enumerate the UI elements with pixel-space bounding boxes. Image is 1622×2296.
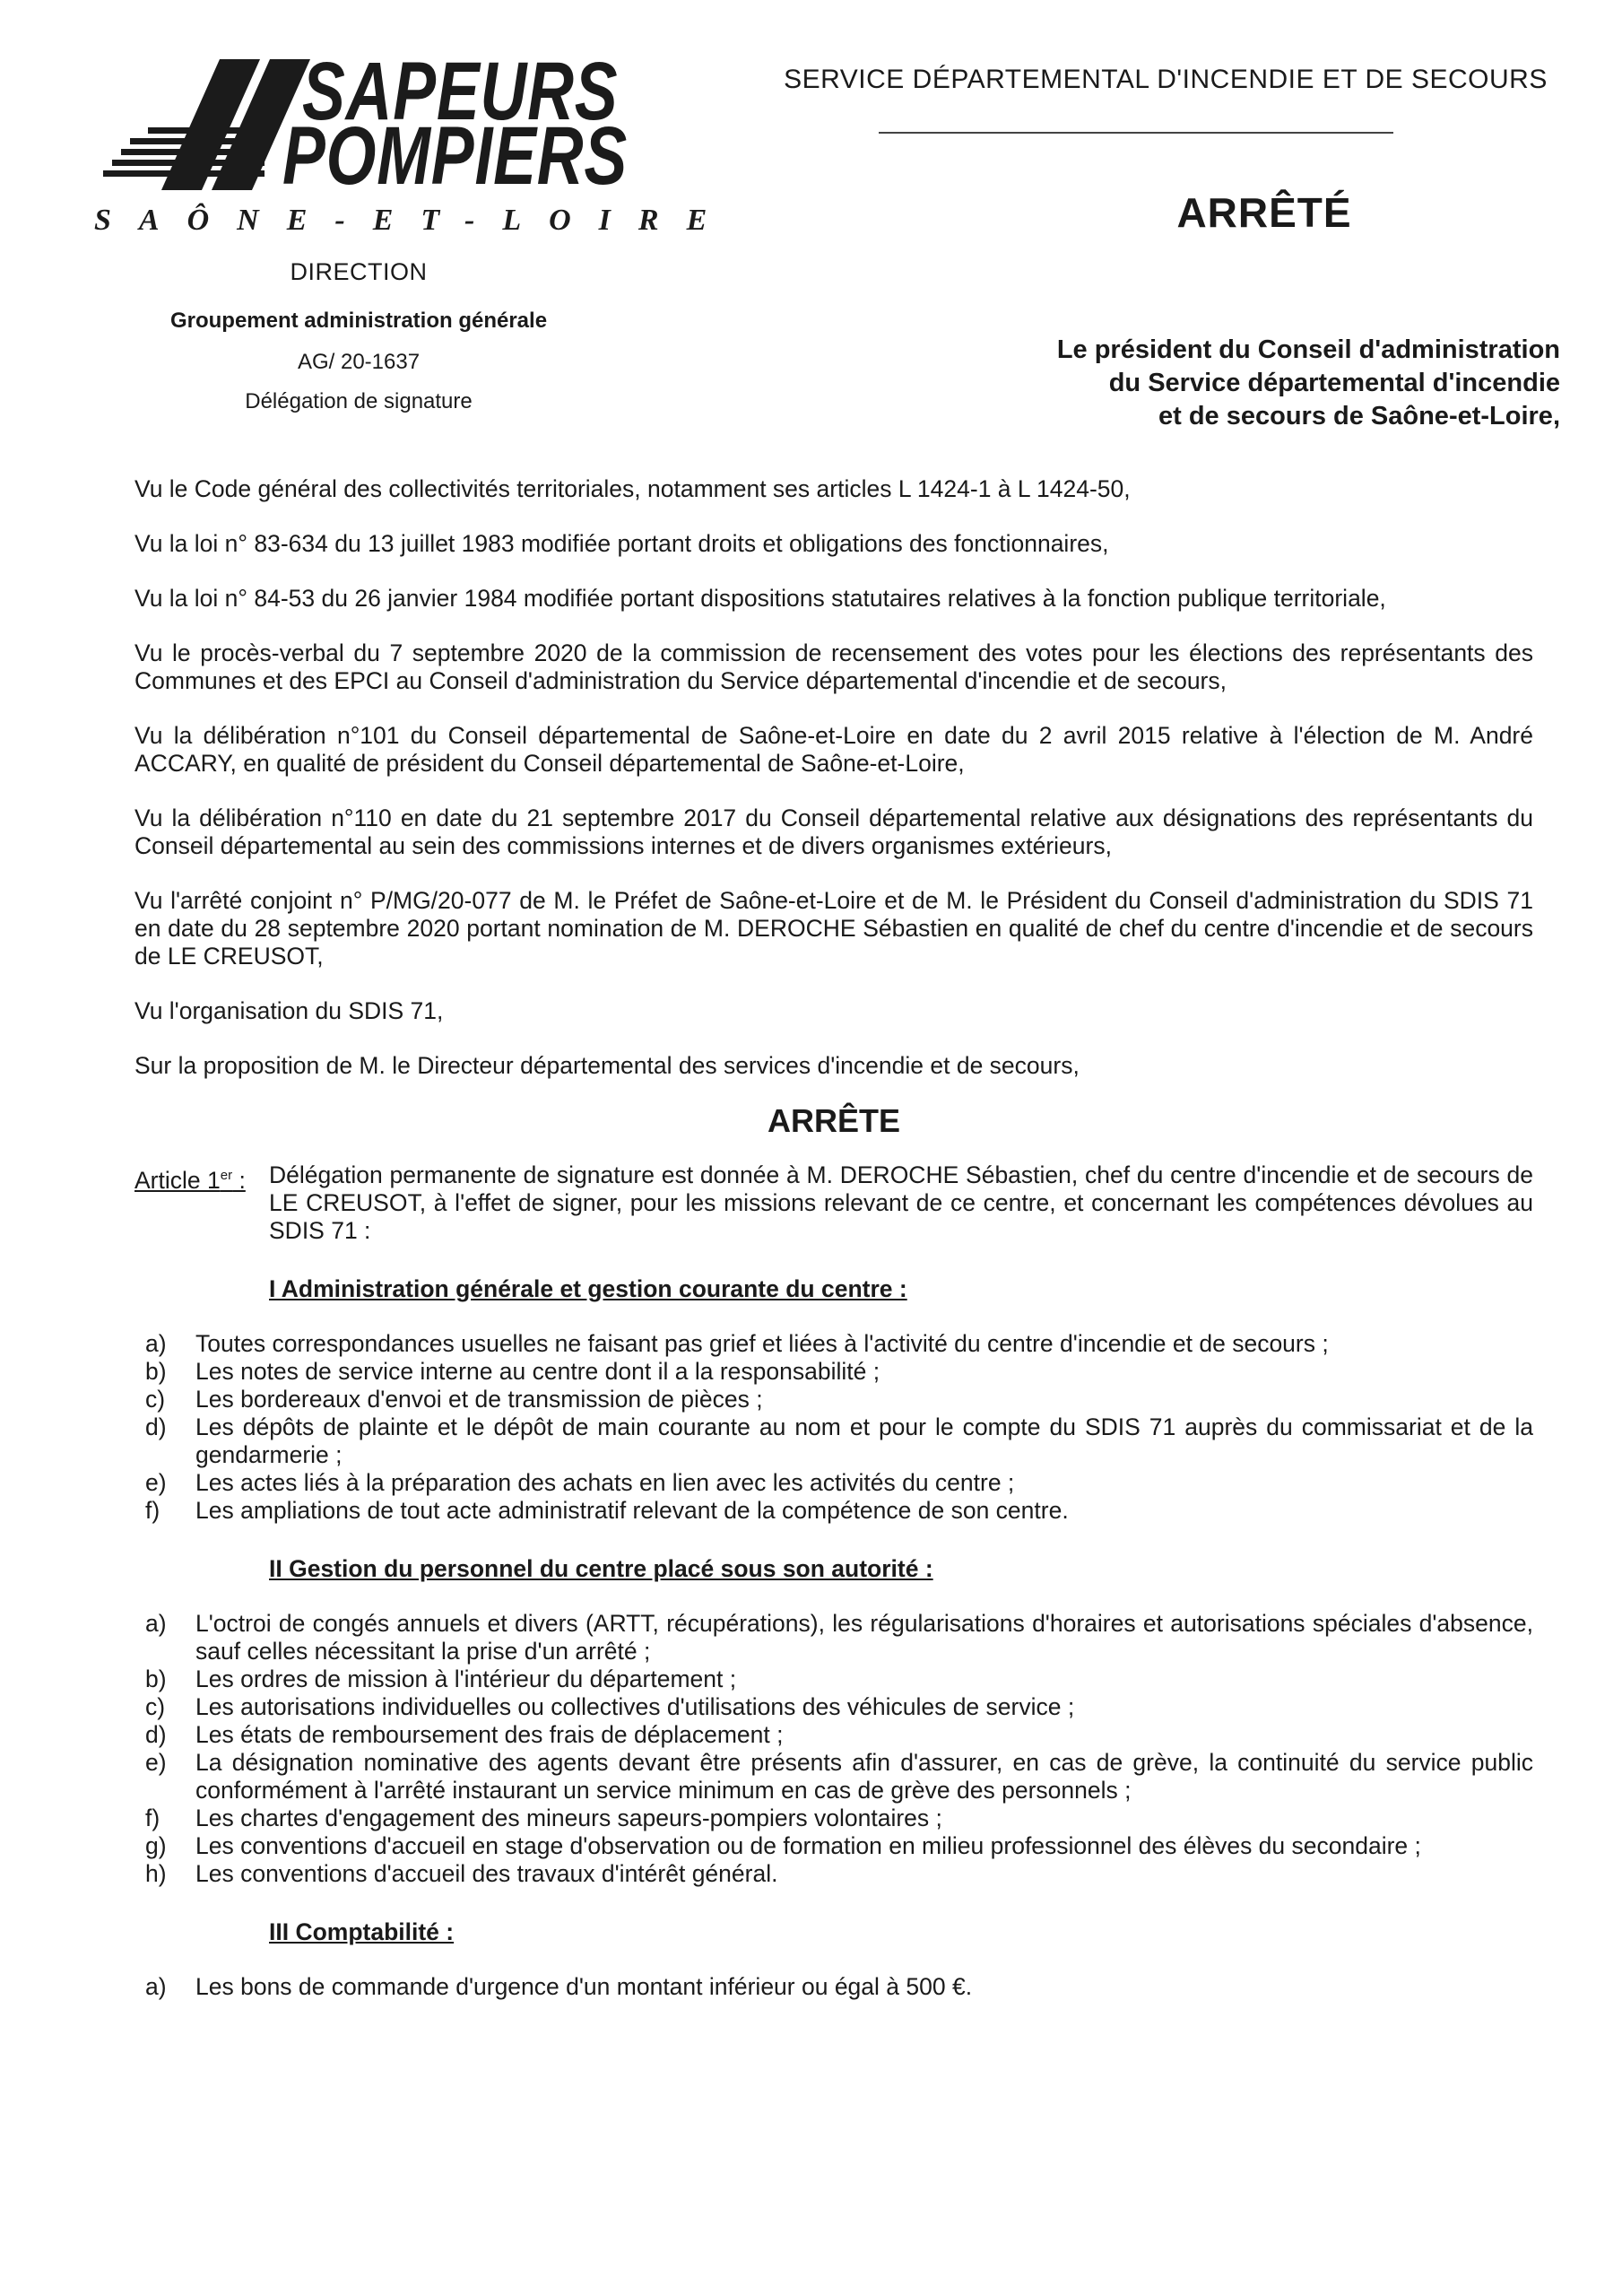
sdis-logo	[94, 46, 735, 244]
visa-paragraph: Vu l'arrêté conjoint n° P/MG/20-077 de M. le Préfet de Saône-et-Loire et de M. le Président du Conseil d'administration du SDIS 71 en date du 28 septembre 2020 portant nomination de M. DEROCHE Sébastien en qualité de chef du centre d'incendie et de secours de LE CREUSOT,	[134, 887, 1533, 970]
list-item: a) Les bons de commande d'urgence d'un montant inférieur ou égal à 500 €.	[145, 1973, 973, 2000]
visa-paragraph: Vu la délibération n°110 en date du 21 septembre 2017 du Conseil départemental relative aux désignations des représentants du Conseil départemental au sein des commissions internes et de divers organismes extérieurs,	[134, 804, 1533, 859]
list-item: a) L'octroi de congés annuels et divers (ARTT, récupérations), les régularisations d'horaires et autorisations spéciales d'absence, sauf celles nécessitant la prise d'un arrêté ;	[145, 1610, 1533, 1665]
list-item: d) Les dépôts de plainte et le dépôt de main courante au nom et pour le compte du SDIS 71 auprès du commissariat et de la gendarmerie ;	[145, 1413, 1533, 1468]
document-type-title: ARRÊTÉ	[1176, 189, 1352, 236]
president-line: Le président du Conseil d'administration	[1056, 335, 1560, 364]
list-item: f) Les chartes d'engagement des mineurs sapeurs-pompiers volontaires ;	[145, 1805, 942, 1831]
list-item: c) Les autorisations individuelles ou collectives d'utilisations des véhicules de service ;	[145, 1693, 1075, 1720]
logo-word-pompiers: POMPIERS	[282, 110, 629, 202]
subject-label: Délégation de signature	[245, 389, 473, 413]
list-item: b) Les notes de service interne au centre dont il a la responsabilité ;	[145, 1358, 880, 1385]
list-item: h) Les conventions d'accueil des travaux d'intérêt général.	[145, 1860, 778, 1887]
logo-subtitle: SAÔNE-ET-LOIRE	[94, 204, 735, 237]
section-heading: III Comptabilité :	[269, 1918, 455, 1945]
section-list	[134, 1973, 1533, 2001]
visa-paragraph: Vu la délibération n°101 du Conseil départemental de Saône-et-Loire en date du 2 avril 2015 relative à l'élection de M. André ACCARY, en qualité de président du Conseil départemental de Saône-et-Loire,	[134, 722, 1533, 777]
document-body	[134, 475, 1533, 2001]
reference-number: AG/ 20-1637	[297, 350, 421, 374]
arrete-heading: ARRÊTE	[767, 1102, 900, 1139]
president-line: du Service départemental d'incendie	[1108, 369, 1560, 397]
list-item: b) Les ordres de mission à l'intérieur du département ;	[145, 1665, 737, 1692]
groupement-label: Groupement administration générale	[169, 309, 548, 333]
proposition-paragraph: Sur la proposition de M. le Directeur départemental des services d'incendie et de secours,	[134, 1052, 1080, 1079]
logo-word-sapeurs: SAPEURS	[302, 46, 619, 137]
list-item: a) Toutes correspondances usuelles ne faisant pas grief et liées à l'activité du centre d'incendie et de secours ;	[145, 1330, 1329, 1357]
section-heading: II Gestion du personnel du centre placé sous son autorité :	[269, 1555, 933, 1582]
list-item: f) Les ampliations de tout acte administratif relevant de la compétence de son centre.	[145, 1497, 1069, 1524]
list-item: c) Les bordereaux d'envoi et de transmission de pièces ;	[145, 1386, 763, 1413]
visa-paragraph: Vu l'organisation du SDIS 71,	[134, 997, 444, 1024]
article-label: Article 1er :	[134, 1166, 246, 1194]
visa-paragraph: Vu le procès-verbal du 7 septembre 2020 de la commission de recensement des votes pour les élections des représentants des Communes et des EPCI au Conseil d'administration du Service départemental d'incendie et de secours,	[134, 639, 1533, 694]
visa-paragraph: Vu le Code général des collectivités territoriales, notamment ses articles L 1424-1 à L 1424-50,	[134, 475, 1131, 502]
section-list	[134, 1330, 1533, 1525]
header-divider	[879, 132, 1393, 134]
visa-paragraph: Vu la loi n° 83-634 du 13 juillet 1983 modifiée portant droits et obligations des fonctionnaires,	[134, 530, 1109, 557]
list-item: e) La désignation nominative des agents devant être présents afin d'assurer, en cas de grève, la continuité du service public conformément à l'arrêté instaurant un service minimum en cas de grève des personnels ;	[145, 1749, 1533, 1804]
article-1	[134, 1161, 1533, 1245]
section-list	[134, 1610, 1533, 1888]
section-heading: I Administration générale et gestion courante du centre :	[269, 1275, 907, 1302]
president-line: et de secours de Saône-et-Loire,	[1158, 402, 1560, 430]
list-item: e) Les actes liés à la préparation des achats en lien avec les activités du centre ;	[145, 1469, 1015, 1496]
article-text: Délégation permanente de signature est donnée à M. DEROCHE Sébastien, chef du centre d'incendie et de secours de LE CREUSOT, à l'effet de signer, pour les missions relevant de ce centre, et concernant les compétences dévolues au SDIS 71 :	[269, 1161, 1533, 1244]
list-item: g) Les conventions d'accueil en stage d'observation ou de formation en milieu professionnel des élèves du secondaire ;	[145, 1832, 1421, 1859]
list-item: d) Les états de remboursement des frais de déplacement ;	[145, 1721, 784, 1748]
president-block	[950, 334, 1560, 433]
direction-label: DIRECTION	[290, 258, 428, 285]
visa-paragraph: Vu la loi n° 84-53 du 26 janvier 1984 modifiée portant dispositions statutaires relatives à la fonction publique territoriale,	[134, 585, 1386, 612]
service-title: SERVICE DÉPARTEMENTAL D'INCENDIE ET DE SECOURS	[784, 65, 1548, 94]
